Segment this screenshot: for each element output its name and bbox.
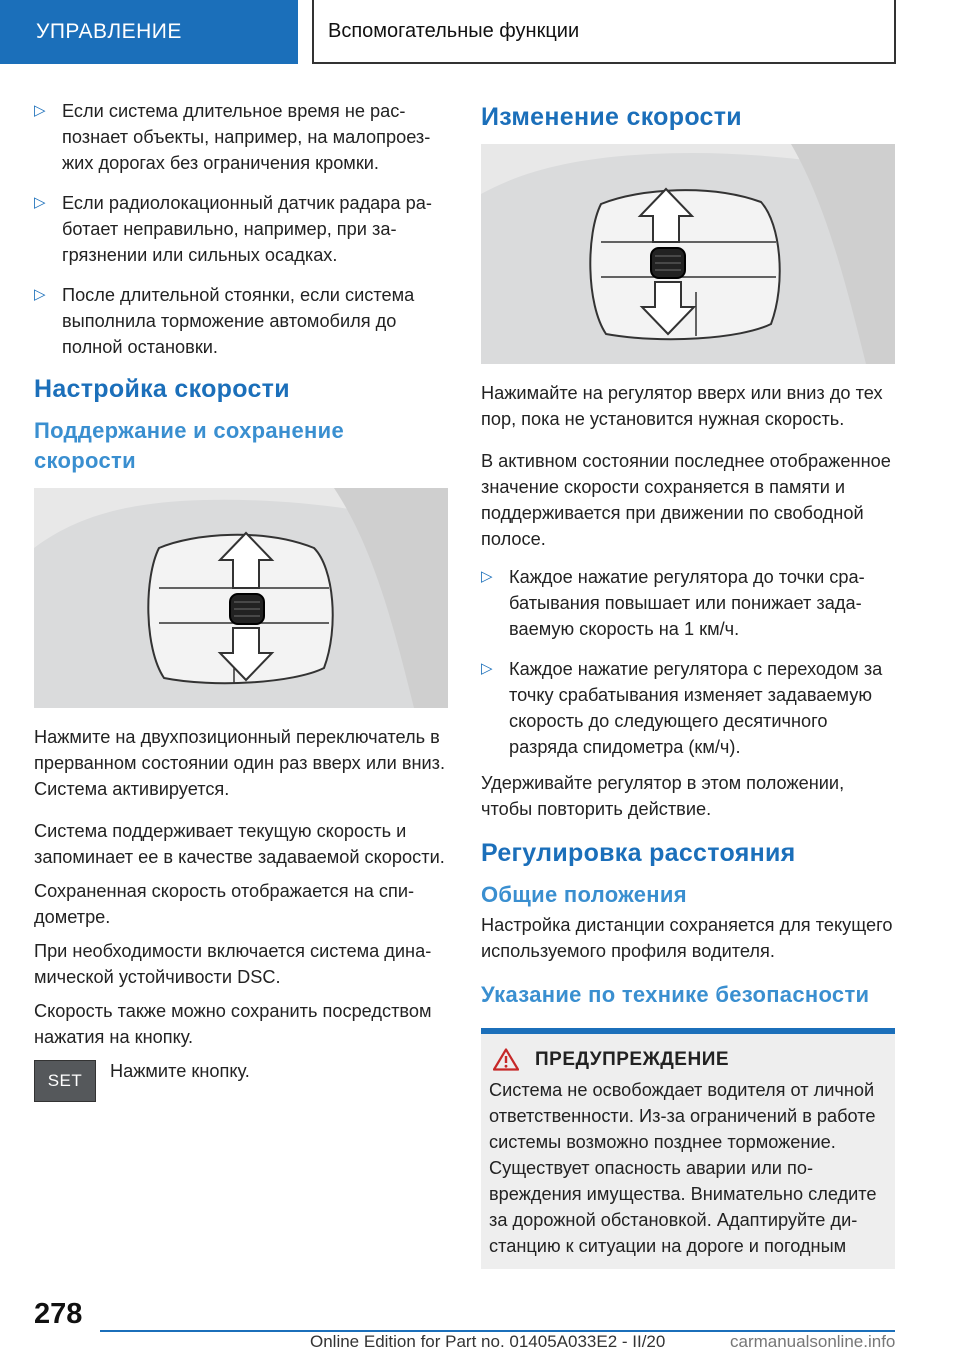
triangle-bullet-icon: ▷ bbox=[481, 660, 493, 677]
section-tab: УПРАВЛЕНИЕ bbox=[0, 0, 298, 64]
watermark: carmanualsonline.info bbox=[730, 1332, 896, 1351]
page-header bbox=[0, 0, 960, 66]
list-item: ▷ Если система длительное время не распознает объекты, например, на малопроезжих дорогах без ограничения кромки. bbox=[34, 98, 448, 176]
chapter-title: Вспомогательные функции bbox=[312, 0, 896, 64]
list-item: ▷ Каждое нажатие регулятора до точки срабатывания повышает или понижает задаваемую скорость на 1 км/ч. bbox=[481, 564, 895, 642]
heading-speed-change: Изменение скорости bbox=[481, 103, 742, 131]
steering-wheel-switch-icon bbox=[481, 144, 895, 364]
heading-general: Общие положения bbox=[481, 882, 687, 907]
paragraph: Нажимайте на регулятор вверх или вниз до тех пор, пока не установится нужная скорость. bbox=[481, 383, 883, 429]
list-item: ▷ Каждое нажатие регулятора с переходом за точку срабатывания изменяет задаваемую скорость до следующего десятичного разряда спидометра (км/ч). bbox=[481, 656, 895, 760]
set-button-row bbox=[34, 1058, 448, 1108]
paragraph: Удерживайте регулятор в этом положении, чтобы повторить действие. bbox=[481, 773, 845, 819]
paragraph: Система поддерживает текущую скорость и запоминает ее в качестве задаваемой скорости. bbox=[34, 821, 445, 867]
heading-speed-setting: Настройка скорости bbox=[34, 375, 290, 403]
paragraph: Нажмите на двухпозиционный переключатель в прерванном состоянии один раз вверх или вниз. Система активируется. bbox=[34, 727, 446, 799]
triangle-bullet-icon: ▷ bbox=[34, 286, 46, 303]
edition-note: Online Edition for Part no. 01405A033E2 - II/20 bbox=[310, 1332, 666, 1351]
triangle-bullet-icon: ▷ bbox=[481, 568, 493, 585]
heading-safety: Указание по технике безопасности bbox=[481, 982, 870, 1007]
warning-title: ПРЕДУПРЕЖДЕНИЕ bbox=[489, 1048, 887, 1071]
steering-wheel-switch-illustration bbox=[34, 488, 448, 708]
paragraph: В активном состоянии последнее отображенное значение скорости сохраняется в памяти и поддерживается при движении по свободной полосе. bbox=[481, 451, 891, 549]
left-column bbox=[34, 98, 448, 1108]
warning-box bbox=[481, 1028, 895, 1269]
steering-wheel-switch-illustration bbox=[481, 144, 895, 364]
steering-wheel-switch-icon bbox=[34, 488, 448, 708]
paragraph: Скорость также можно сохранить посредством нажатия на кнопку. bbox=[34, 1001, 432, 1047]
paragraph: Сохраненная скорость отображается на спидометре. bbox=[34, 881, 415, 927]
warning-text: Система не освобождает водителя от личной ответственности. Из-за ограничений в работе системы возможно позднее торможение. Существует опасность аварии или повреждения имущества. Внимательно следите за дорожной обстановкой. Адаптируйте дистанцию к ситуации на дороге и погодным bbox=[489, 1080, 877, 1256]
list-item: ▷ Если радиолокационный датчик радара работает неправильно, например, при загрязнении или сильных осадках. bbox=[34, 190, 448, 268]
triangle-bullet-icon: ▷ bbox=[34, 194, 46, 211]
right-column bbox=[481, 98, 895, 1269]
set-instruction: Нажмите кнопку. bbox=[110, 1061, 250, 1081]
set-button-icon: SET bbox=[34, 1060, 96, 1102]
paragraph: При необходимости включается система динамической устойчивости DSC. bbox=[34, 941, 432, 987]
speed-change-list bbox=[481, 564, 895, 760]
heading-distance: Регулировка расстояния bbox=[481, 839, 796, 867]
heading-maintain-speed: Поддержание и сохранение скорости bbox=[34, 418, 344, 473]
page-number: 278 bbox=[34, 1298, 83, 1330]
list-item: ▷ После длительной стоянки, если система выполнила торможение автомобиля до полной остановки. bbox=[34, 282, 448, 360]
paragraph: Настройка дистанции сохраняется для текущего используемого профиля водителя. bbox=[481, 915, 893, 961]
warning-triangle-icon bbox=[493, 1048, 519, 1071]
triangle-bullet-icon: ▷ bbox=[34, 102, 46, 119]
conditions-list bbox=[34, 98, 448, 360]
